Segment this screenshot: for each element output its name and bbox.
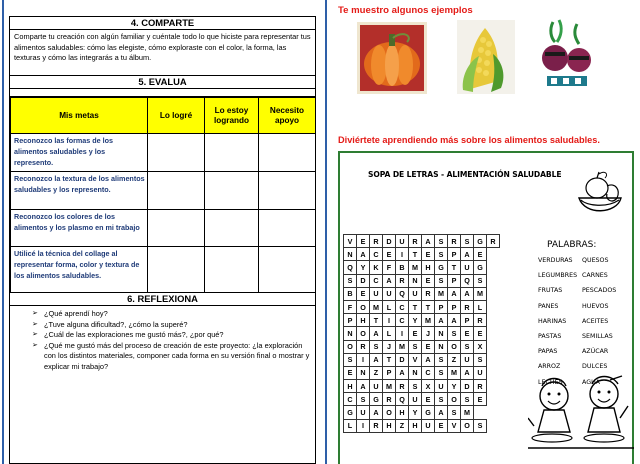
words-title: PALABRAS: <box>547 240 597 250</box>
check-cell-logrando[interactable] <box>205 247 259 293</box>
word-item: FRUTAS <box>538 287 563 295</box>
grid-letter[interactable]: S <box>435 248 448 261</box>
grid-letter[interactable]: G <box>422 406 435 419</box>
grid-letter[interactable]: A <box>370 353 383 366</box>
evalua-title: 5. EVALUA <box>10 76 315 89</box>
grid-letter[interactable]: R <box>409 235 422 248</box>
word-item: QUESOS <box>582 257 609 264</box>
grid-letter[interactable]: M <box>383 380 396 393</box>
word-item: LECHES <box>538 378 563 386</box>
grid-letter[interactable]: E <box>422 340 435 353</box>
grid-row <box>344 327 500 340</box>
word-item: HUEVOS <box>582 302 609 310</box>
grid-letter[interactable]: O <box>383 406 396 419</box>
grid-letter[interactable]: E <box>422 393 435 406</box>
grid-letter[interactable]: Y <box>357 261 370 274</box>
word-item: PASTAS <box>538 332 562 340</box>
grid-row <box>344 380 500 393</box>
grid-letter[interactable]: R <box>396 274 409 287</box>
grid-letter[interactable]: U <box>396 235 409 248</box>
grid-letter[interactable]: H <box>383 419 396 432</box>
grid-letter[interactable]: T <box>448 261 461 274</box>
grid-letter[interactable]: S <box>344 353 357 366</box>
comparte-text: Comparte tu creación con algún familiar y cuéntale todo lo que hiciste para representar tus alimentos saludables: cómo las elegiste, cómo exploraste con el color, la forma, las texturas y cómo las integrarás a tu álbum. <box>10 30 315 76</box>
grid-letter[interactable]: E <box>435 419 448 432</box>
grid-row <box>344 353 500 366</box>
activity-panel <box>9 16 316 464</box>
grid-letter[interactable]: R <box>396 380 409 393</box>
grid-letter[interactable]: E <box>357 287 370 300</box>
word-item: DULCES <box>582 363 608 371</box>
grid-letter[interactable]: E <box>383 248 396 261</box>
grid-letter[interactable]: A <box>448 314 461 327</box>
grid-letter[interactable]: M <box>448 366 461 379</box>
word-search-title: SOPA DE LETRAS - ALIMENTACIÓN SALUDABLE <box>368 170 562 179</box>
grid-letter[interactable]: S <box>435 393 448 406</box>
grid-letter[interactable]: T <box>409 300 422 313</box>
check-cell-apoyo[interactable] <box>259 134 316 172</box>
grid-letter[interactable]: Y <box>409 314 422 327</box>
grid-letter[interactable]: R <box>448 235 461 248</box>
header-lo-estoy-logrando: Lo estoy logrando <box>205 98 259 134</box>
evaluation-table <box>10 97 316 293</box>
grid-letter[interactable]: G <box>435 261 448 274</box>
goal-cell: Reconozco las formas de los alimentos saludables y los represento. <box>11 134 148 172</box>
grid-letter[interactable]: E <box>357 235 370 248</box>
grid-letter[interactable]: S <box>435 366 448 379</box>
grid-letter[interactable]: T <box>422 300 435 313</box>
grid-letter[interactable]: S <box>474 353 487 366</box>
word-item: PANES <box>538 302 559 310</box>
grid-letter[interactable]: O <box>461 419 474 432</box>
check-cell-logrando[interactable] <box>205 172 259 210</box>
grid-row <box>344 287 500 300</box>
grid-letter[interactable]: E <box>474 393 487 406</box>
grid-row <box>344 340 500 353</box>
grid-row <box>344 248 500 261</box>
grid-letter[interactable]: A <box>357 248 370 261</box>
grid-letter[interactable]: I <box>396 248 409 261</box>
grid-letter[interactable]: U <box>435 380 448 393</box>
spacer <box>10 89 315 97</box>
grid-letter[interactable]: I <box>383 314 396 327</box>
grid-letter[interactable]: E <box>344 366 357 379</box>
word-item: SEMILLAS <box>582 332 613 340</box>
grid-letter[interactable]: P <box>435 300 448 313</box>
grid-letter[interactable]: P <box>461 314 474 327</box>
grid-letter[interactable]: G <box>370 393 383 406</box>
grid-letter[interactable]: S <box>409 380 422 393</box>
grid-letter[interactable]: D <box>461 380 474 393</box>
grid-letter[interactable]: H <box>396 406 409 419</box>
grid-letter[interactable]: U <box>422 419 435 432</box>
comparte-title: 4. COMPARTE <box>10 17 315 30</box>
grid-letter[interactable]: M <box>370 300 383 313</box>
grid-letter[interactable]: A <box>357 380 370 393</box>
grid-letter[interactable]: E <box>422 274 435 287</box>
grid-letter[interactable]: U <box>409 393 422 406</box>
grid-letter[interactable]: U <box>357 406 370 419</box>
grid-letter[interactable]: F <box>344 300 357 313</box>
grid-letter[interactable]: S <box>435 235 448 248</box>
grid-letter[interactable]: T <box>383 353 396 366</box>
grid-letter[interactable]: H <box>409 419 422 432</box>
grid-letter[interactable]: R <box>474 314 487 327</box>
table-row <box>11 247 316 293</box>
grid-letter[interactable]: V <box>448 419 461 432</box>
table-row <box>11 134 316 172</box>
grid-row <box>344 314 500 327</box>
grid-letter[interactable]: R <box>487 235 500 248</box>
grid-letter[interactable]: E <box>474 248 487 261</box>
letter-grid <box>343 234 500 433</box>
grid-letter[interactable]: R <box>383 393 396 406</box>
grid-letter[interactable]: A <box>461 366 474 379</box>
grid-letter[interactable]: B <box>344 287 357 300</box>
table-row <box>11 210 316 247</box>
grid-letter[interactable]: M <box>396 340 409 353</box>
grid-letter[interactable]: S <box>461 340 474 353</box>
arrow-bullet-icon: ➢ <box>32 331 38 339</box>
grid-letter[interactable]: N <box>435 327 448 340</box>
list-item: ➢ ¿Qué aprendí hoy? <box>32 309 108 318</box>
grid-letter[interactable]: U <box>409 287 422 300</box>
grid-letter[interactable]: S <box>474 419 487 432</box>
grid-letter[interactable]: R <box>370 235 383 248</box>
grid-letter[interactable]: T <box>370 314 383 327</box>
grid-letter[interactable]: I <box>357 353 370 366</box>
grid-row <box>344 235 500 248</box>
grid-letter[interactable]: E <box>474 327 487 340</box>
grid-letter[interactable]: N <box>409 274 422 287</box>
grid-letter[interactable]: G <box>474 235 487 248</box>
table-row <box>11 172 316 210</box>
check-cell-logre[interactable] <box>148 210 205 247</box>
grid-letter[interactable]: S <box>435 353 448 366</box>
check-cell-logre[interactable] <box>148 172 205 210</box>
grid-letter[interactable]: A <box>396 366 409 379</box>
check-cell-logre[interactable] <box>148 247 205 293</box>
grid-letter[interactable]: V <box>409 353 422 366</box>
grid-letter[interactable]: O <box>448 393 461 406</box>
grid-letter[interactable]: A <box>435 314 448 327</box>
grid-letter[interactable]: R <box>357 340 370 353</box>
grid-letter[interactable]: P <box>448 300 461 313</box>
word-item: LEGUMBRES <box>538 272 578 280</box>
grid-letter[interactable]: P <box>344 314 357 327</box>
grid-letter[interactable]: U <box>370 287 383 300</box>
grid-letter[interactable]: P <box>383 366 396 379</box>
grid-letter[interactable]: D <box>357 274 370 287</box>
reflection-list <box>10 306 315 373</box>
check-cell-apoyo[interactable] <box>259 210 316 247</box>
grid-letter[interactable]: A <box>461 287 474 300</box>
grid-letter[interactable]: A <box>370 406 383 419</box>
grid-letter[interactable]: S <box>461 235 474 248</box>
check-cell-apoyo[interactable] <box>259 172 316 210</box>
grid-letter[interactable]: O <box>357 327 370 340</box>
grid-letter[interactable]: Y <box>448 380 461 393</box>
grid-letter[interactable]: X <box>422 380 435 393</box>
grid-letter[interactable]: G <box>344 406 357 419</box>
grid-letter[interactable]: I <box>357 419 370 432</box>
grid-letter[interactable]: N <box>435 340 448 353</box>
arrow-bullet-icon: ➢ <box>32 341 38 349</box>
arrow-bullet-icon: ➢ <box>32 310 38 317</box>
check-cell-logrando[interactable] <box>205 210 259 247</box>
grid-letter[interactable]: Q <box>344 261 357 274</box>
children-eating-icon <box>528 374 634 464</box>
word-item: PESCADOS <box>582 287 617 295</box>
grid-letter[interactable]: L <box>344 419 357 432</box>
grid-letter[interactable]: Z <box>370 366 383 379</box>
grid-letter[interactable]: R <box>474 380 487 393</box>
grid-letter[interactable]: U <box>474 366 487 379</box>
grid-letter[interactable]: A <box>435 406 448 419</box>
grid-letter[interactable]: Z <box>396 419 409 432</box>
grid-letter[interactable]: G <box>474 261 487 274</box>
grid-row <box>344 406 500 419</box>
grid-letter[interactable]: B <box>396 261 409 274</box>
activity-subtitle: Diviértete aprendiendo más sobre los alimentos saludables. <box>338 135 600 145</box>
grid-letter[interactable]: C <box>396 300 409 313</box>
grid-letter[interactable]: S <box>448 406 461 419</box>
arrow-bullet-icon: ➢ <box>32 320 38 328</box>
check-cell-logrando[interactable] <box>205 134 259 172</box>
grid-letter[interactable]: Y <box>409 406 422 419</box>
vegetables-collage-image <box>533 18 597 94</box>
grid-letter[interactable]: M <box>409 261 422 274</box>
grid-letter[interactable]: S <box>448 327 461 340</box>
grid-letter[interactable]: A <box>370 327 383 340</box>
grid-row <box>344 274 500 287</box>
grid-letter[interactable]: X <box>474 340 487 353</box>
grid-letter[interactable]: M <box>474 287 487 300</box>
grid-letter[interactable]: S <box>461 393 474 406</box>
word-item: ACEITES <box>582 317 609 325</box>
grid-letter[interactable]: D <box>396 353 409 366</box>
grid-letter[interactable]: N <box>409 366 422 379</box>
grid-letter[interactable]: Q <box>461 274 474 287</box>
grid-letter[interactable]: O <box>357 300 370 313</box>
grid-letter[interactable]: E <box>461 327 474 340</box>
check-cell-logre[interactable] <box>148 134 205 172</box>
word-item: HARINAS <box>538 317 567 325</box>
corn-collage-image <box>457 20 515 94</box>
word-item: CARNES <box>582 272 608 280</box>
list-item: ➢ ¿Tuve alguna dificultad?, ¿cómo la superé? <box>32 319 188 329</box>
goal-cell: Reconozco los colores de los alimentos y los plasmo en mi trabajo <box>11 210 148 247</box>
grid-letter[interactable]: S <box>370 340 383 353</box>
grid-letter[interactable]: T <box>409 248 422 261</box>
grid-letter[interactable]: V <box>344 235 357 248</box>
goal-cell: Reconozco la textura de los alimentos saludables y los represento. <box>11 172 148 210</box>
left-border-line <box>2 0 4 464</box>
grid-letter[interactable]: K <box>370 261 383 274</box>
grid-row <box>344 300 500 313</box>
pumpkin-collage-image <box>357 22 427 94</box>
grid-letter[interactable]: U <box>370 380 383 393</box>
grid-letter[interactable]: M <box>461 406 474 419</box>
word-item: AGUA <box>582 378 600 386</box>
grid-letter[interactable]: H <box>344 380 357 393</box>
grid-letter[interactable]: D <box>383 235 396 248</box>
grid-letter[interactable]: U <box>461 261 474 274</box>
grid-letter[interactable]: M <box>435 287 448 300</box>
list-item: ➢ ¿Cuál de las exploraciones me gustó más?, ¿por qué? <box>32 330 224 340</box>
word-list-right <box>582 256 616 393</box>
word-list-left <box>538 256 577 393</box>
grid-letter[interactable]: Q <box>396 393 409 406</box>
grid-letter[interactable]: C <box>370 248 383 261</box>
grid-letter[interactable]: O <box>344 340 357 353</box>
grid-letter[interactable]: N <box>344 248 357 261</box>
grid-row <box>344 261 500 274</box>
grid-letter[interactable]: F <box>383 261 396 274</box>
grid-letter[interactable]: H <box>422 261 435 274</box>
grid-letter[interactable]: R <box>370 419 383 432</box>
header-lo-logre: Lo logré <box>148 98 205 134</box>
grid-letter[interactable]: U <box>383 287 396 300</box>
grid-letter[interactable]: C <box>344 393 357 406</box>
header-mis-metas: Mis metas <box>11 98 148 134</box>
grid-letter[interactable]: C <box>370 274 383 287</box>
grid-letter[interactable]: L <box>383 300 396 313</box>
grid-letter[interactable]: J <box>383 340 396 353</box>
grid-letter[interactable]: A <box>461 248 474 261</box>
grid-letter[interactable]: S <box>357 393 370 406</box>
goal-cell: Utilicé la técnica del collage al representar forma, color y textura de los alimentos saludables. <box>11 247 148 293</box>
grid-letter[interactable]: A <box>422 353 435 366</box>
word-item: AZÚCAR <box>582 348 609 356</box>
grid-letter[interactable]: A <box>383 274 396 287</box>
grid-letter[interactable]: L <box>474 300 487 313</box>
grid-letter[interactable]: E <box>409 327 422 340</box>
grid-letter[interactable]: C <box>422 366 435 379</box>
grid-letter[interactable]: U <box>461 353 474 366</box>
grid-letter[interactable]: M <box>422 314 435 327</box>
grid-letter[interactable]: S <box>409 340 422 353</box>
grid-letter[interactable]: P <box>448 274 461 287</box>
grid-letter[interactable]: A <box>448 287 461 300</box>
grid-letter[interactable]: S <box>435 274 448 287</box>
grid-letter[interactable]: Z <box>448 353 461 366</box>
fruit-bowl-icon <box>577 170 623 220</box>
grid-letter[interactable]: N <box>357 366 370 379</box>
grid-letter[interactable]: I <box>396 327 409 340</box>
grid-letter[interactable]: Q <box>396 287 409 300</box>
examples-title: Te muestro algunos ejemplos <box>338 5 473 16</box>
grid-letter[interactable]: C <box>396 314 409 327</box>
grid-letter[interactable]: S <box>344 274 357 287</box>
header-necesito-apoyo: Necesito apoyo <box>259 98 316 134</box>
list-item: ➢ ¿Qué me gustó más del proceso de creación de este proyecto: ¿la exploración con los distintos materiales, componer cada forma en su versión final o mostrar y explicar mi trabajo? <box>32 340 310 371</box>
reflexiona-title: 6. REFLEXIONA <box>10 293 315 306</box>
check-cell-apoyo[interactable] <box>259 247 316 293</box>
grid-row <box>344 419 500 432</box>
grid-letter[interactable]: S <box>474 274 487 287</box>
word-item: VERDURAS <box>538 257 573 264</box>
grid-letter[interactable]: N <box>344 327 357 340</box>
center-divider-line <box>325 0 327 464</box>
grid-row <box>344 366 500 379</box>
grid-letter[interactable]: R <box>461 300 474 313</box>
grid-letter[interactable]: P <box>448 248 461 261</box>
grid-letter[interactable]: A <box>422 235 435 248</box>
grid-letter[interactable]: H <box>357 314 370 327</box>
grid-letter[interactable]: O <box>448 340 461 353</box>
grid-row <box>344 393 500 406</box>
grid-letter[interactable]: L <box>383 327 396 340</box>
grid-letter[interactable]: R <box>422 287 435 300</box>
word-item: PAPAS <box>538 348 558 356</box>
grid-letter[interactable]: E <box>422 248 435 261</box>
grid-letter[interactable]: J <box>422 327 435 340</box>
word-item: ARROZ <box>538 363 561 371</box>
